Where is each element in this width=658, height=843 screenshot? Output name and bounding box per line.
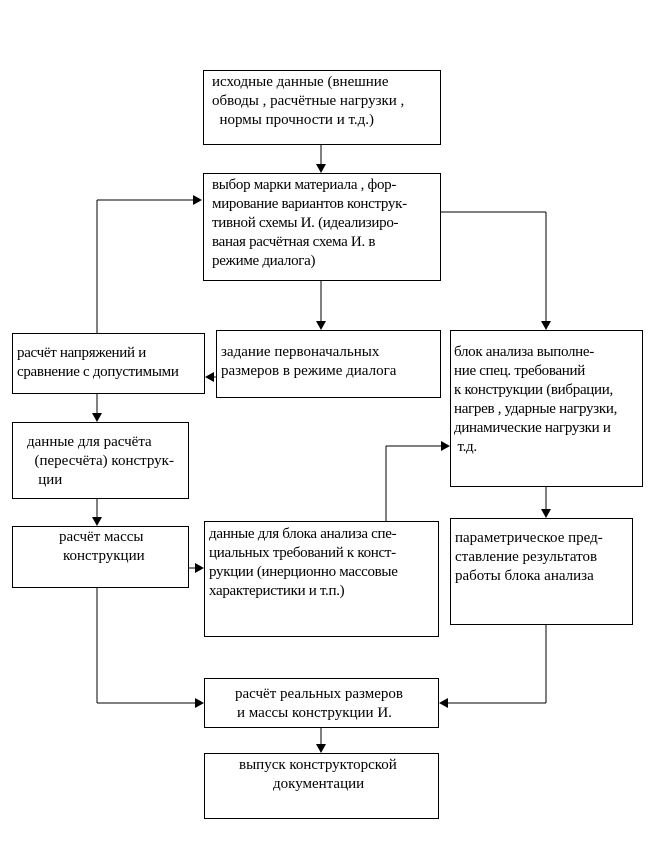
node-line: нормы прочности и т.д.) bbox=[212, 112, 375, 128]
node-stress-calc bbox=[12, 333, 205, 394]
node-mass-calc bbox=[12, 526, 189, 588]
arrowhead bbox=[195, 698, 204, 708]
arrowhead bbox=[541, 321, 551, 330]
node-line: мирование вариантов конструк- bbox=[212, 196, 407, 212]
node-line: циальных требований к конст- bbox=[209, 545, 396, 561]
node-line: нагрев , ударные нагрузки, bbox=[454, 401, 618, 417]
node-line: размеров в режиме диалога bbox=[221, 363, 397, 379]
node-real-sizes bbox=[204, 678, 439, 728]
arrowhead bbox=[316, 321, 326, 330]
node-line: данные для расчёта bbox=[27, 434, 152, 450]
arrowhead bbox=[316, 744, 326, 753]
node-line: блок анализа выполне- bbox=[454, 344, 594, 360]
node-line: параметрическое пред- bbox=[455, 530, 603, 546]
node-line: характеристики и т.п.) bbox=[209, 583, 345, 599]
node-material-selection bbox=[203, 173, 441, 281]
arrowhead bbox=[205, 372, 214, 382]
node-line: выбор марки материала , фор- bbox=[212, 177, 397, 193]
node-line: обводы , расчётные нагрузки , bbox=[212, 93, 405, 109]
node-initial-sizes bbox=[216, 330, 441, 398]
node-line: расчёт напряжений и bbox=[17, 345, 146, 361]
node-source-data bbox=[203, 70, 441, 145]
node-calc-data bbox=[12, 422, 189, 499]
node-line: документации bbox=[273, 776, 365, 792]
arrowhead bbox=[92, 517, 102, 526]
arrowhead bbox=[195, 563, 204, 573]
node-line: работы блока анализа bbox=[455, 568, 594, 584]
node-line: ваная расчётная схема И. в bbox=[212, 234, 376, 250]
node-line: ставление результатов bbox=[455, 549, 598, 565]
node-parametric-results bbox=[450, 518, 633, 625]
node-line: режиме диалога) bbox=[212, 253, 316, 269]
node-line: задание первоначальных bbox=[221, 344, 380, 360]
node-line: ции bbox=[27, 472, 63, 488]
node-line: ние спец. требований bbox=[454, 363, 585, 379]
node-line: выпуск конструкторской bbox=[239, 757, 397, 773]
node-output-documentation bbox=[204, 753, 439, 819]
arrowhead bbox=[193, 195, 202, 205]
node-line: конструкции bbox=[63, 548, 145, 564]
node-special-requirements-data bbox=[204, 521, 439, 637]
node-line: сравнение с допустимыми bbox=[17, 364, 179, 380]
arrowhead bbox=[441, 441, 450, 451]
node-line: к конструкции (вибрации, bbox=[454, 382, 613, 398]
node-line: и массы конструкции И. bbox=[237, 705, 392, 721]
node-line: данные для блока анализа спе- bbox=[209, 526, 397, 542]
node-line: т.д. bbox=[454, 439, 477, 455]
arrowhead bbox=[316, 164, 326, 173]
node-analysis-block bbox=[450, 330, 643, 487]
node-line: исходные данные (внешние bbox=[212, 74, 389, 90]
arrowhead bbox=[92, 413, 102, 422]
arrowhead bbox=[541, 509, 551, 518]
node-line: динамические нагрузки и bbox=[454, 420, 611, 436]
node-line: расчёт массы bbox=[59, 529, 144, 545]
node-line: рукции (инерционно массовые bbox=[209, 564, 398, 580]
arrowhead bbox=[439, 698, 448, 708]
node-line: тивной схемы И. (идеализиро- bbox=[212, 215, 399, 231]
node-line: (пересчёта) конструк- bbox=[27, 453, 174, 469]
node-line: расчёт реальных размеров bbox=[235, 686, 403, 702]
